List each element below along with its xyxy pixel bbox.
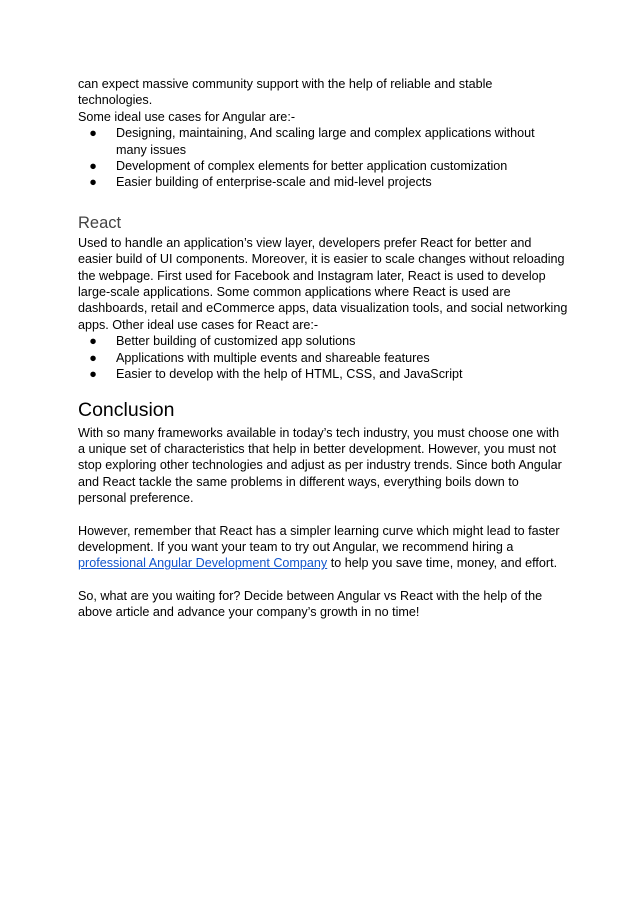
list-item (78, 174, 568, 190)
list-item (78, 125, 568, 158)
bullet-icon: ● (89, 350, 97, 365)
intro-line-2: Some ideal use cases for Angular are:- (78, 109, 296, 124)
intro-line-1: can expect massive community support with the help of reliable and stable technologies. (78, 77, 493, 108)
list-item (78, 366, 568, 382)
react-use-cases-list (78, 333, 568, 382)
conclusion-heading: Conclusion (78, 398, 175, 421)
list-item-text: Designing, maintaining, And scaling large and complex applications without many issues (116, 126, 535, 157)
angular-use-cases-list (78, 125, 568, 191)
conclusion-paragraph-3: So, what are you waiting for? Decide between Angular vs React with the help of the above article and advance your company’s growth in no time! (78, 588, 543, 620)
bullet-icon: ● (89, 334, 97, 349)
list-item (78, 158, 568, 174)
document-page (78, 76, 568, 621)
bullet-icon: ● (89, 159, 97, 174)
conclusion-paragraph-1: With so many frameworks available in today’s tech industry, you must choose one with a unique set of characteristics that help in better development. However, you must not stop exploring other technologies and adjust as per industry trends. Since both Angular and React tackle the same problems in different ways, everything boils down to personal preference. (78, 425, 562, 506)
list-item-text: Easier building of enterprise-scale and mid-level projects (116, 175, 432, 190)
bullet-icon: ● (89, 367, 97, 382)
list-item-text: Development of complex elements for better application customization (116, 159, 508, 174)
list-item-text: Applications with multiple events and shareable features (116, 350, 430, 365)
list-item-text: Easier to develop with the help of HTML, CSS, and JavaScript (116, 367, 463, 382)
list-item-text: Better building of customized app solutions (116, 334, 356, 349)
angular-development-company-link[interactable]: professional Angular Development Company (78, 556, 328, 571)
bullet-icon: ● (89, 126, 97, 141)
conclusion-paragraph-2 (78, 523, 568, 572)
bullet-icon: ● (89, 175, 97, 190)
paragraph-text-before-link: However, remember that React has a simpler learning curve which might lead to faster development. If you want your team to try out Angular, we recommend hiring a (78, 523, 560, 554)
react-heading: React (78, 213, 122, 232)
list-item (78, 350, 568, 366)
paragraph-text-after-link: to help you save time, money, and effort. (327, 556, 558, 571)
react-paragraph: Used to handle an application’s view layer, developers prefer React for better and easier build of UI components. Moreover, it is easier to scale changes without reloading the webpage. First used for Facebook and Instagram later, React is used to develop large-scale applications. Some common applications where React is used are dashboards, retail and eCommerce apps, data visualization tools, and social networking apps. Other ideal use cases for React are:- (78, 235, 568, 332)
list-item (78, 333, 568, 349)
